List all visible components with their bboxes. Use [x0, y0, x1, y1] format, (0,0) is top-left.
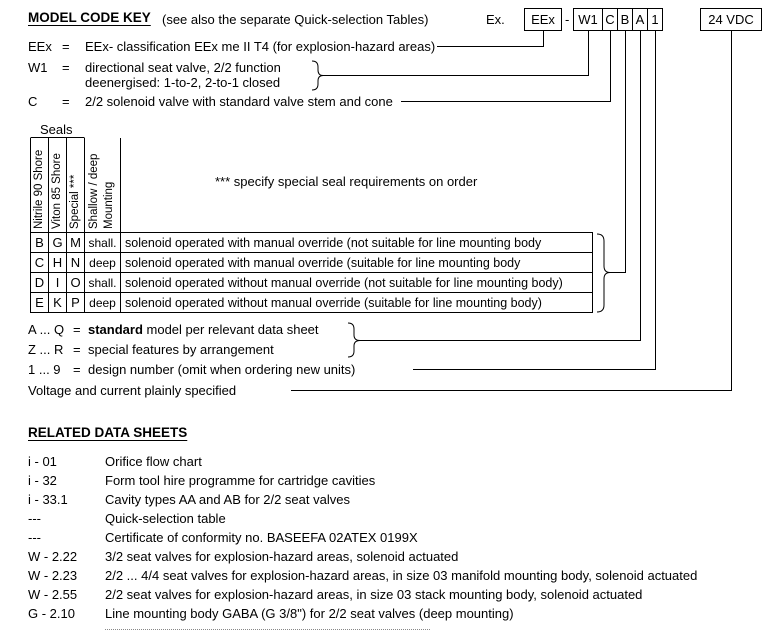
w1-desc-line2: deenergised: 1-to-2, 2-to-1 closed — [85, 75, 281, 90]
code-box-w1: W1 — [573, 8, 603, 31]
seals-title: Seals — [40, 122, 73, 137]
keyline-design-number — [28, 362, 355, 377]
related-item-desc: Form tool hire programme for cartridge cavities — [105, 473, 376, 488]
design-code: 1 ... 9 — [28, 362, 61, 377]
seal-row-description: solenoid operated without manual override (suitable for line mounting body) — [121, 293, 593, 313]
page-title: MODEL CODE KEY — [28, 10, 151, 25]
related-item — [28, 471, 697, 490]
related-item-desc: Certificate of conformity no. BASEEFA 02ATEX 0199X — [105, 530, 418, 545]
seals-table — [30, 232, 593, 313]
eex-desc: EEx- classification EEx me II T4 (for explosion-hazard areas) — [85, 39, 436, 54]
code-box-b: B — [618, 8, 633, 31]
seal-cell-mounting: deep — [85, 253, 121, 273]
related-item — [28, 604, 697, 623]
seal-row-description: solenoid operated without manual override (not suitable for line mounting body) — [121, 273, 593, 293]
seal-cell: P — [67, 293, 85, 313]
special-seal-note: *** specify special seal requirements on order — [215, 174, 478, 189]
c-desc: 2/2 solenoid valve with standard valve stem and cone — [85, 94, 393, 109]
seal-cell-mounting: deep — [85, 293, 121, 313]
keyline-w1 — [28, 60, 281, 75]
seal-cell: E — [31, 293, 49, 313]
leader-lines — [291, 31, 732, 391]
related-data-sheets-title: RELATED DATA SHEETS — [28, 425, 188, 440]
related-item — [28, 452, 697, 471]
related-item-code: G - 2.10 — [28, 606, 75, 621]
aq-zr-brace — [348, 323, 360, 357]
related-item-desc: Quick-selection table — [105, 511, 226, 526]
w1-desc-line1: directional seat valve, 2/2 function — [85, 60, 281, 75]
aq-eq: = — [73, 322, 81, 337]
code-box-1: 1 — [648, 8, 663, 31]
code-box-a: A — [633, 8, 648, 31]
related-data-sheets-list — [28, 452, 697, 623]
zr-code: Z ... R — [28, 342, 64, 357]
seal-cell: K — [49, 293, 67, 313]
seal-cell: N — [67, 253, 85, 273]
related-item-code: W - 2.22 — [28, 549, 78, 564]
seal-cell: D — [31, 273, 49, 293]
related-item-desc: Orifice flow chart — [105, 454, 202, 469]
seal-cell-mounting: shall. — [85, 233, 121, 253]
related-item-code: i - 01 — [28, 454, 57, 469]
keyline-aq — [28, 322, 319, 337]
c-eq: = — [62, 94, 70, 109]
code-box-eex: EEx — [524, 8, 562, 31]
related-item — [28, 547, 697, 566]
keyline-c — [28, 94, 393, 109]
seal-col-nitrile-label: Nitrile 90 Shore — [33, 149, 45, 229]
related-item-desc: Line mounting body GABA (G 3/8") for 2/2 seat valves (deep mounting) — [105, 606, 514, 621]
seal-cell: H — [49, 253, 67, 273]
code-box-c: C — [603, 8, 618, 31]
eex-eq: = — [62, 39, 70, 54]
related-item — [28, 490, 697, 509]
related-item-code: W - 2.23 — [28, 568, 78, 583]
design-desc: design number (omit when ordering new units) — [88, 362, 356, 377]
aq-desc-rest: model per relevant data sheet — [142, 322, 319, 337]
aq-code: A ... Q — [28, 322, 65, 337]
w1-brace — [312, 61, 323, 90]
seal-cell: M — [67, 233, 85, 253]
seal-col-mounting-label-line2: Mounting — [103, 181, 115, 229]
code-dash: - — [565, 12, 570, 27]
related-item-desc: 2/2 ... 4/4 seat valves for explosion-hazard areas, in size 03 manifold mounting body, solenoid actuated — [105, 568, 698, 583]
related-item-code: --- — [28, 530, 41, 545]
seal-col-viton-label: Viton 85 Shore — [51, 153, 63, 229]
voltage-code-box: 24 VDC — [700, 8, 762, 31]
related-item-code: --- — [28, 511, 41, 526]
related-item-desc: 3/2 seat valves for explosion-hazard areas, solenoid actuated — [105, 549, 459, 564]
example-label: Ex. — [486, 12, 505, 27]
related-item-code: i - 33.1 — [28, 492, 68, 507]
seal-table-brace — [597, 234, 610, 312]
related-item — [28, 566, 697, 585]
keyline-w1-line2 — [85, 75, 280, 90]
related-item — [28, 528, 697, 547]
keyline-zr — [28, 342, 274, 357]
code-strip — [573, 8, 663, 31]
seal-col-special-label: Special *** — [69, 174, 81, 229]
related-item — [28, 509, 697, 528]
eex-code: EEx — [28, 39, 52, 54]
seal-row-description: solenoid operated with manual override (suitable for line mounting body — [121, 253, 593, 273]
w1-code: W1 — [28, 60, 48, 75]
aq-desc-bold: standard — [88, 322, 143, 337]
seal-col-mounting-label-line1: Shallow / deep — [88, 153, 100, 229]
zr-desc: special features by arrangement — [88, 342, 274, 357]
seal-cell: B — [31, 233, 49, 253]
c-code: C — [28, 94, 38, 109]
related-item-desc: Cavity types AA and AB for 2/2 seat valves — [105, 492, 350, 507]
seal-cell: O — [67, 273, 85, 293]
w1-eq: = — [62, 60, 70, 75]
design-eq: = — [73, 362, 81, 377]
zr-eq: = — [73, 342, 81, 357]
seal-row-description: solenoid operated with manual override (not suitable for line mounting body — [121, 233, 593, 253]
seal-cell: I — [49, 273, 67, 293]
voltage-note: Voltage and current plainly specified — [28, 383, 237, 398]
keyline-eex — [28, 39, 435, 54]
aq-desc — [88, 322, 319, 337]
clipped-row-hint — [105, 629, 430, 630]
seal-cell-mounting: shall. — [85, 273, 121, 293]
related-item-desc: 2/2 seat valves for explosion-hazard areas, in size 03 stack mounting body, solenoid actuated — [105, 587, 643, 602]
related-item-code: W - 2.55 — [28, 587, 78, 602]
page-subtitle: (see also the separate Quick-selection Tables) — [162, 12, 429, 27]
related-item-code: i - 32 — [28, 473, 57, 488]
related-item — [28, 585, 697, 604]
seal-cell: G — [49, 233, 67, 253]
seal-cell: C — [31, 253, 49, 273]
